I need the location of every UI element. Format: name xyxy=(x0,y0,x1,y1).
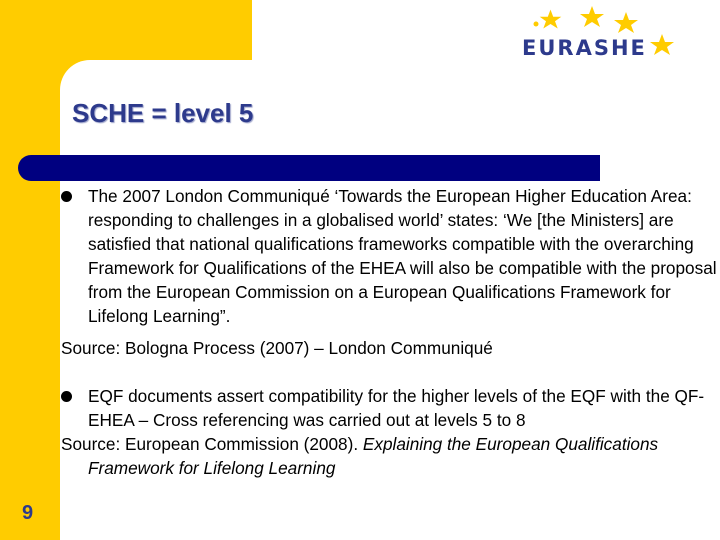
accent-corner xyxy=(60,60,90,90)
logo-text: EURASHE xyxy=(522,36,647,60)
bullet-item xyxy=(61,384,717,432)
bullet-icon xyxy=(61,191,72,202)
page-number: 9 xyxy=(22,502,34,524)
source-line: Source: Bologna Process (2007) – London Communiqué xyxy=(61,338,493,358)
slide-content xyxy=(61,184,717,480)
left-accent-bar xyxy=(0,0,60,540)
top-accent-bar xyxy=(0,0,252,60)
source-line xyxy=(61,432,717,480)
bullet-text: The 2007 London Communiqué ‘Towards the European Higher Education Area: responding to challenges in a globalised world’ states: ‘We [the Ministers] are satisfied that national qualifications frameworks compatible with the overarching Framework for Qualifications of the EHEA will also be compatible with the proposal from the European Commission on a European Qualifications Framework for Lifelong Learning”. xyxy=(88,186,717,326)
title-divider xyxy=(18,155,600,181)
source-prefix: Source: European Commission (2008). xyxy=(61,434,363,454)
source-title: Explaining the European Qualifications Framework for Lifelong Learning xyxy=(88,434,659,478)
bullet-text: EQF documents assert compatibility for the higher levels of the EQF with the QF-EHEA – Cross referencing was carried out at levels 5 to 8 xyxy=(88,386,705,430)
bullet-icon xyxy=(61,391,72,402)
bullet-item xyxy=(61,184,717,328)
slide-title: SCHE = level 5 xyxy=(72,98,254,128)
eurashe-logo xyxy=(514,4,684,64)
